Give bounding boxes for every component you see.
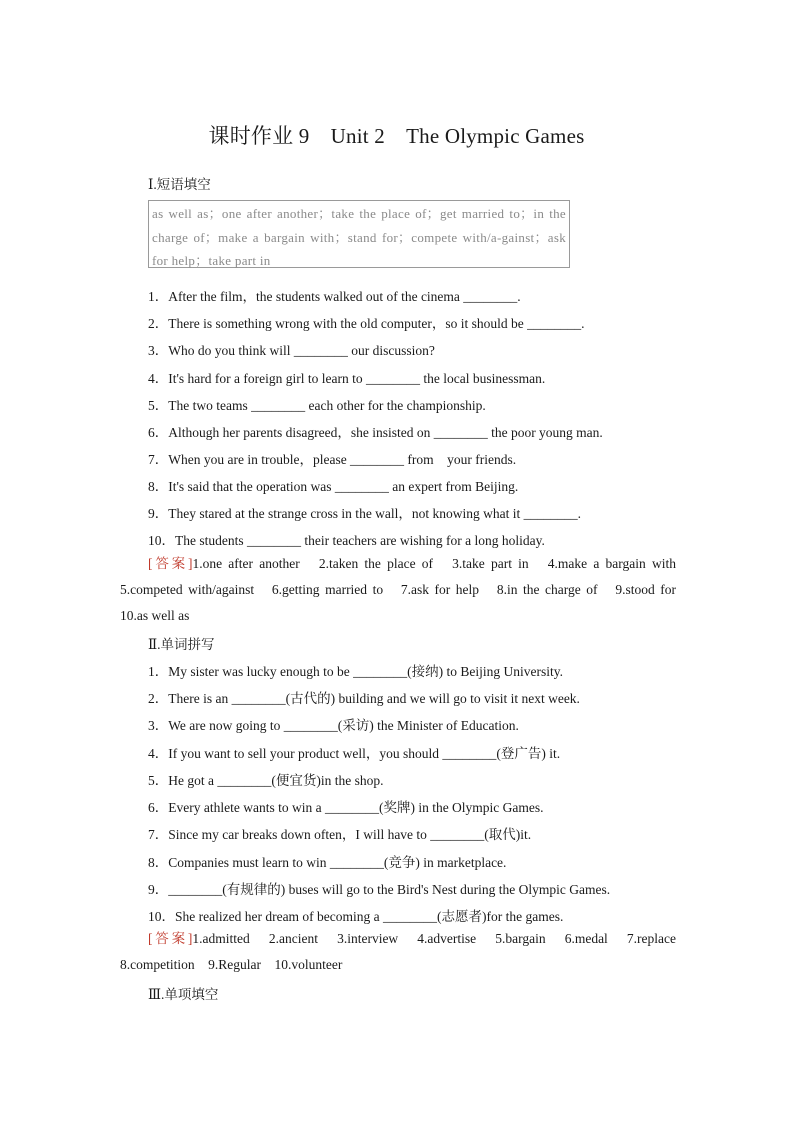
answer-block-phrases bbox=[120, 551, 676, 629]
answer-block-spelling bbox=[120, 926, 676, 978]
answer-text: 10.as well as bbox=[120, 608, 190, 623]
answer-tag: [答案] bbox=[148, 556, 193, 571]
question-item: 5．The two teams ________ each other for the championship. bbox=[148, 398, 486, 413]
section-heading-phrases: Ⅰ.短语填空 bbox=[148, 177, 211, 192]
question-item: 9．They stared at the strange cross in the wall，not knowing what it ________. bbox=[148, 506, 582, 521]
question-item: 4．It's hard for a foreign girl to learn to ________ the local businessman. bbox=[148, 371, 546, 386]
question-item: 4．If you want to sell your product well，you should ________(登广告) it. bbox=[148, 746, 561, 761]
question-item: 3．We are now going to ________(采访) the Minister of Education. bbox=[148, 718, 519, 733]
question-item: 10．She realized her dream of becoming a ________(志愿者)for the games. bbox=[148, 909, 564, 924]
question-item: 1．My sister was lucky enough to be ________(接纳) to Beijing University. bbox=[148, 664, 563, 679]
section-heading-spelling: Ⅱ.单词拼写 bbox=[148, 637, 215, 652]
answer-tag: [答案] bbox=[148, 931, 193, 946]
phrase-word-box: as well as；one after another；take the place of；get married to；in the charge of；make a bargain with；stand for；compete with/a-gainst；ask for help；take part in bbox=[148, 200, 570, 268]
answer-text: 1.admitted 2.ancient 3.interview 4.advertise 5.bargain 6.medal 7.replace bbox=[192, 931, 677, 946]
question-item: 9．________(有规律的) buses will go to the Bird's Nest during the Olympic Games. bbox=[148, 882, 611, 897]
question-item: 3．Who do you think will ________ our discussion? bbox=[148, 343, 435, 358]
answer-text: 5.competed with/against 6.getting married to 7.ask for help 8.in the charge of 9.stood for bbox=[120, 582, 676, 597]
page-title: 课时作业 9 Unit 2 The Olympic Games bbox=[208, 124, 585, 148]
section-heading-single-choice: Ⅲ.单项填空 bbox=[148, 987, 219, 1002]
question-item: 6．Although her parents disagreed，she insisted on ________ the poor young man. bbox=[148, 425, 603, 440]
question-item: 2．There is an ________(古代的) building and we will go to visit it next week. bbox=[148, 691, 580, 706]
question-item: 1．After the film，the students walked out of the cinema ________. bbox=[148, 289, 521, 304]
question-item: 7．When you are in trouble，please ________ from your friends. bbox=[148, 452, 517, 467]
question-item: 6．Every athlete wants to win a ________(奖牌) in the Olympic Games. bbox=[148, 800, 544, 815]
question-item: 2．There is something wrong with the old computer，so it should be ________. bbox=[148, 316, 585, 331]
question-item: 8．Companies must learn to win ________(竞争) in marketplace. bbox=[148, 855, 507, 870]
question-item: 8．It's said that the operation was ________ an expert from Beijing. bbox=[148, 479, 519, 494]
question-item: 10．The students ________ their teachers are wishing for a long holiday. bbox=[148, 533, 545, 548]
answer-text: 8.competition 9.Regular 10.volunteer bbox=[120, 957, 343, 972]
question-item: 5．He got a ________(便宜货)in the shop. bbox=[148, 773, 384, 788]
answer-text: 1.one after another 2.taken the place of 3.take part in 4.make a bargain with bbox=[192, 556, 676, 571]
question-item: 7．Since my car breaks down often，I will have to ________(取代)it. bbox=[148, 827, 532, 842]
